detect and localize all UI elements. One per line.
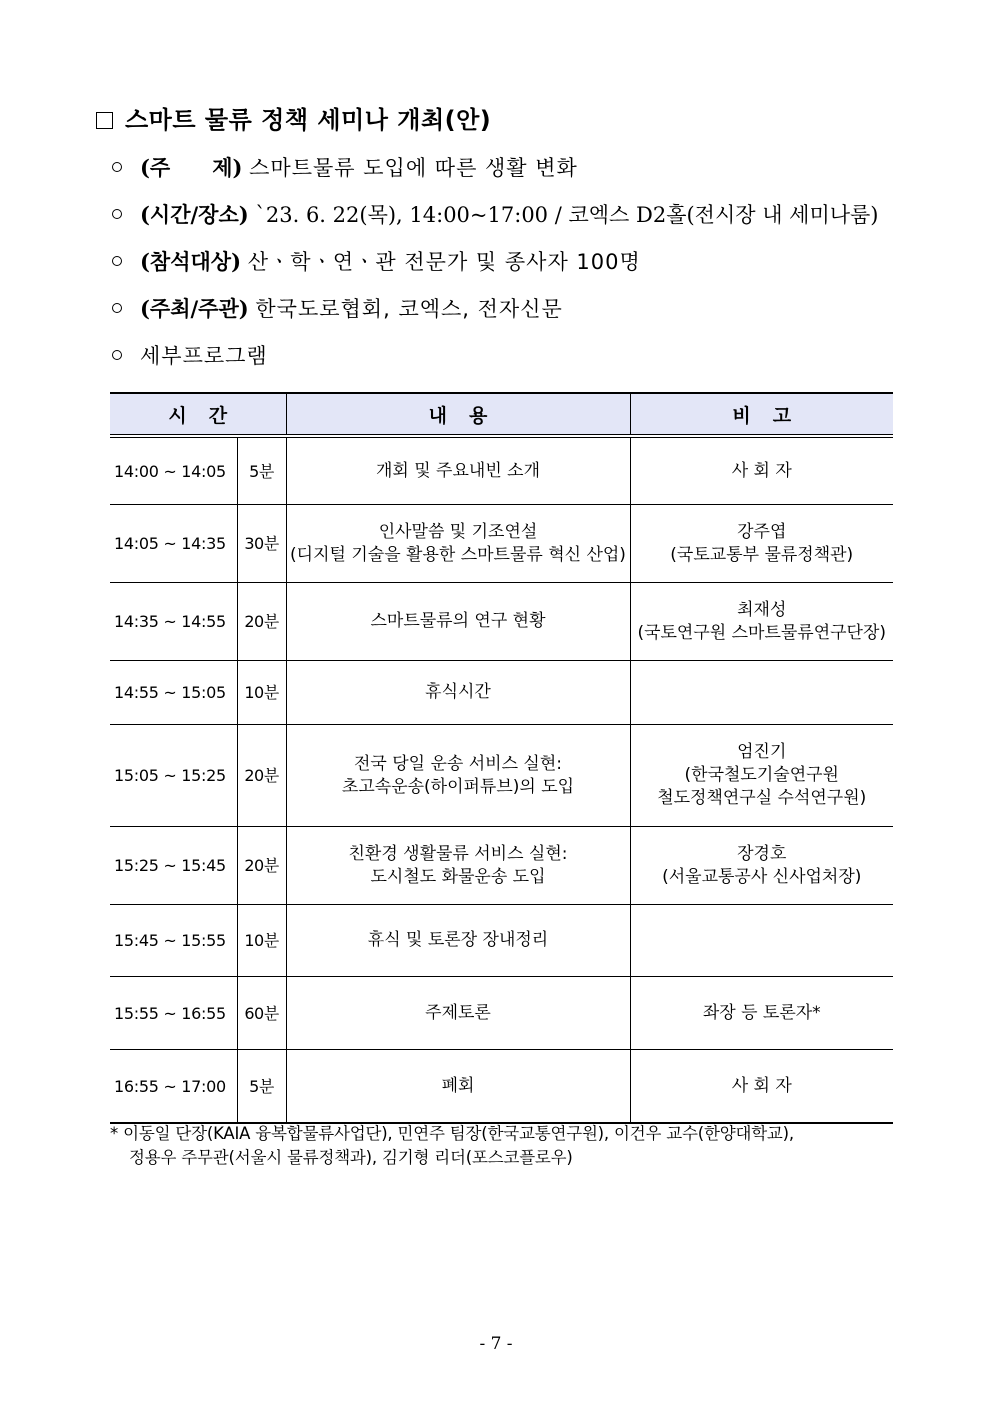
table-row (110, 905, 893, 977)
circle-bullet-icon (112, 303, 122, 313)
table-row (110, 1050, 893, 1124)
table-header-row (110, 393, 893, 435)
content-line: 초고속운송(하이퍼튜브)의 도입 (341, 776, 575, 797)
circle-bullet-icon (112, 162, 122, 172)
time-cell: 15:45 ~ 15:55 (110, 905, 237, 977)
header-time: 시간 (110, 393, 286, 435)
table-row (110, 977, 893, 1050)
duration-cell: 5분 (237, 1050, 286, 1124)
bullet-label: (주 제) (140, 155, 243, 180)
circle-bullet-icon (112, 256, 122, 266)
bullet-label: (주최/주관) (140, 296, 249, 321)
page-number: - 7 - (479, 1334, 513, 1354)
time-cell: 14:00 ~ 14:05 (110, 438, 237, 505)
content-cell (286, 725, 630, 827)
bullet-text: `23. 6. 22(목), 14:00~17:00 / 코엑스 D2홀(전시장 내 세미나룸) (255, 203, 879, 227)
note-cell (630, 1050, 893, 1124)
bullet-attendees (112, 246, 641, 276)
content-cell (286, 505, 630, 583)
note-line: 강주엽 (737, 521, 787, 542)
time-cell: 14:55 ~ 15:05 (110, 661, 237, 725)
table-row (110, 583, 893, 661)
bullet-program (112, 340, 268, 370)
content-line: 스마트물류의 연구 현황 (370, 611, 546, 631)
bullet-text: 산ㆍ학ㆍ연ㆍ관 전문가 및 종사자 100명 (247, 250, 641, 274)
note-line: 최재성 (737, 599, 787, 620)
content-cell (286, 583, 630, 661)
note-line: 장경호 (737, 843, 787, 864)
note-cell (630, 827, 893, 905)
footnote-line: * 이동일 단장(KAIA 융복합물류사업단), 민연주 팀장(한국교통연구원), 이건우 교수(한양대학교), (110, 1124, 794, 1143)
table-row (110, 827, 893, 905)
document-title (96, 100, 491, 135)
bullet-text: 세부프로그램 (140, 344, 268, 368)
bullet-text: 한국도로협회, 코엑스, 전자신문 (255, 297, 563, 321)
content-line: 휴식시간 (425, 682, 491, 702)
duration-cell: 10분 (237, 661, 286, 725)
note-cell (630, 725, 893, 827)
title-text: 스마트 물류 정책 세미나 개최(안) (125, 106, 492, 134)
time-cell: 16:55 ~ 17:00 (110, 1050, 237, 1124)
circle-bullet-icon (112, 350, 122, 360)
checkbox-square-icon (96, 112, 113, 129)
content-line: 개회 및 주요내빈 소개 (375, 460, 540, 481)
header-content: 내용 (286, 393, 630, 435)
content-cell (286, 827, 630, 905)
note-cell (630, 661, 893, 725)
table-row (110, 505, 893, 583)
content-line: 친환경 생활물류 서비스 실현: (348, 843, 568, 864)
duration-cell: 10분 (237, 905, 286, 977)
note-line: 사 회 자 (731, 1075, 792, 1096)
content-line: 전국 당일 운송 서비스 실현: (354, 753, 562, 774)
duration-cell: 20분 (237, 725, 286, 827)
duration-cell: 5분 (237, 438, 286, 505)
note-line: (국토교통부 물류정책관) (670, 544, 854, 565)
note-cell (630, 977, 893, 1050)
circle-bullet-icon (112, 209, 122, 219)
note-cell (630, 905, 893, 977)
note-line: (한국철도기술연구원 (684, 765, 839, 785)
header-note: 비고 (630, 393, 893, 435)
bullet-label: (참석대상) (140, 249, 242, 274)
duration-cell: 30분 (237, 505, 286, 583)
duration-cell: 20분 (237, 583, 286, 661)
footnote-line: 정용우 주무관(서울시 물류정책과), 김기형 리더(포스코플로우) (129, 1148, 573, 1167)
content-line: 주제토론 (425, 1002, 491, 1023)
content-cell (286, 661, 630, 725)
content-line: 도시철도 화물운송 도입 (370, 866, 546, 887)
content-cell (286, 905, 630, 977)
note-cell (630, 438, 893, 505)
schedule-table (110, 392, 893, 1124)
bullet-time-place (112, 199, 879, 229)
bullet-label: (시간/장소) (140, 202, 249, 227)
content-cell (286, 438, 630, 505)
note-line: 사 회 자 (731, 460, 792, 481)
time-cell: 15:25 ~ 15:45 (110, 827, 237, 905)
time-cell: 14:05 ~ 14:35 (110, 505, 237, 583)
footnote (110, 1122, 794, 1170)
note-line: 철도정책연구실 수석연구원) (657, 788, 867, 808)
duration-cell: 20분 (237, 827, 286, 905)
table-row (110, 438, 893, 505)
note-line: 엄진기 (737, 742, 787, 762)
content-line: 폐회 (441, 1075, 475, 1096)
bullet-host (112, 293, 563, 323)
content-line: (디지털 기술을 활용한 스마트물류 혁신 산업) (290, 544, 626, 565)
time-cell: 15:05 ~ 15:25 (110, 725, 237, 827)
note-line: 좌장 등 토론자* (702, 1002, 821, 1023)
note-cell (630, 583, 893, 661)
duration-cell: 60분 (237, 977, 286, 1050)
note-cell (630, 505, 893, 583)
bullet-topic (112, 152, 578, 182)
note-line: (국토연구원 스마트물류연구단장) (637, 622, 887, 643)
table-row (110, 725, 893, 827)
content-cell (286, 977, 630, 1050)
time-cell: 14:35 ~ 14:55 (110, 583, 237, 661)
time-cell: 15:55 ~ 16:55 (110, 977, 237, 1050)
content-cell (286, 1050, 630, 1124)
content-line: 휴식 및 토론장 장내정리 (367, 930, 549, 950)
table-row (110, 661, 893, 725)
content-line: 인사말씀 및 기조연설 (378, 521, 538, 542)
note-line: (서울교통공사 신사업처장) (662, 866, 862, 887)
bullet-text: 스마트물류 도입에 따른 생활 변화 (249, 156, 578, 180)
